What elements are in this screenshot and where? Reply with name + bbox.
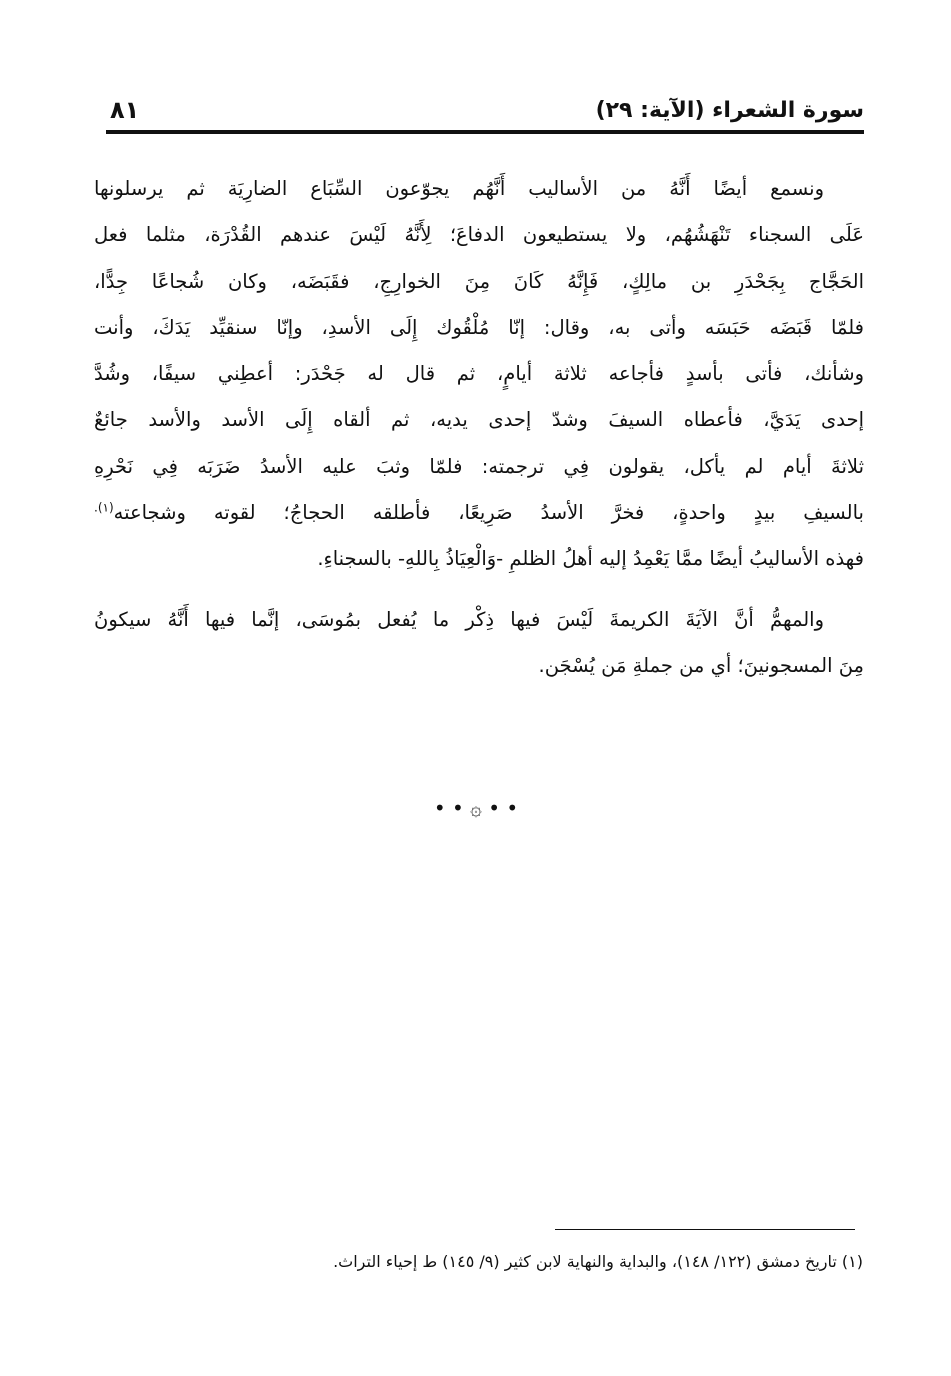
text-line: ثلاثةَ أيام لم يأكل، يقولون فِي ترجمته: فلمّا وثبَ عليه الأسدُ ضَرَبَه فِي نَحْرِهِ bbox=[94, 454, 864, 478]
text-line-content: بالسيفِ بيدٍ واحدةٍ، فخرَّ الأسدُ صَرِيعًا، فأطلقه الحجاجُ؛ لقوته وشجاعته bbox=[113, 501, 864, 525]
text-line: ونسمع أيضًا أَنَّهُ من الأساليب أَنَّهُم يجوّعون السِّبَاع الضارِيَة ثم يرسلونها bbox=[94, 177, 824, 200]
text-line: فهذه الأساليبُ أيضًا ممَّا يَعْمِدُ إليه أهلُ الظلمِ -وَالْعِيَاذُ بِاللهِ- بالسجناءِ. bbox=[317, 547, 864, 571]
footnote-text: (١) تاريخ دمشق (١٢٢/ ١٤٨)، والبداية والنهاية لابن كثير (٩/ ١٤٥) ط إحياء التراث. bbox=[333, 1252, 863, 1271]
text-line: إحدى يَدَيَّ، فأعطاه السيفَ وشدّ إحدى يديه، ثم ألقاه إِلَى الأسد والأسد جائعٌ bbox=[94, 408, 864, 432]
page-header bbox=[106, 96, 864, 132]
main-text bbox=[94, 166, 864, 689]
footnote-reference: (١). bbox=[94, 500, 114, 515]
text-line: والمهمُّ أنَّ الآيَةَ الكريمةَ لَيْسَ فيها ذِكْر ما يُفعل بمُوسَى، إنَّما فيها أَنَّهُ سيكونُ bbox=[94, 607, 824, 631]
text-line: فلمّا قَبَضَه حَبَسَه وأتى به، وقال: إنّا مُلْقُوك إِلَى الأسدِ، وإنّا سنقيِّد يَدَكَ، وأنت bbox=[94, 315, 864, 339]
text-line: مِنَ المسجونينَ؛ أي من جملةِ مَن يُسْجَن. bbox=[538, 653, 864, 677]
text-line-with-footnote bbox=[94, 490, 864, 536]
footnote-rule bbox=[555, 1229, 855, 1230]
page-number: ٨١ bbox=[110, 96, 140, 124]
text-line: عَلَى السجناء تَنْهَشُهُم، ولا يستطيعون الدفاعَ؛ لِأَنَّهُ لَيْسَ عندهم القُدْرَة، مثلما فعل bbox=[94, 223, 864, 247]
paragraph-gap bbox=[94, 583, 864, 597]
running-header-title: سورة الشعراء (الآية: ٢٩) bbox=[595, 98, 864, 123]
text-line: وشأنك، فأتى بأسدٍ فأجاعه ثلاثة أيامٍ، ثم قال له جَحْدَر: أعطِني سيفًا، وشُدَّ bbox=[94, 362, 864, 386]
section-separator-ornament: • • ۞ • • bbox=[433, 796, 519, 820]
header-rule bbox=[106, 130, 864, 134]
text-line: الحَجَّاج بِجَحْدَرِ بن مالِكٍ، فَإِنَّهُ كَانَ مِنَ الخوارِجِ، فقَبَضَه، وكان شُجاعًا جِدًّا، bbox=[94, 269, 864, 293]
